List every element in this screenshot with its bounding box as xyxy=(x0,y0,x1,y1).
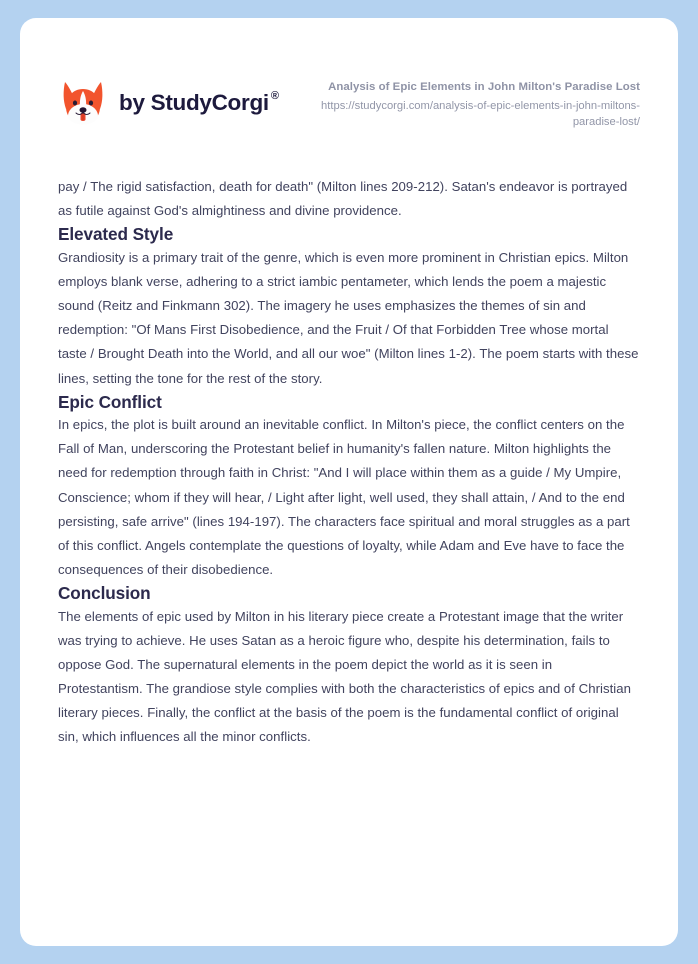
page-title: Analysis of Epic Elements in John Milton's Paradise Lost xyxy=(328,81,640,93)
section-paragraph-conclusion: The elements of epic used by Milton in his literary piece create a Protestant image that the writer was trying to achieve. He uses Satan as a heroic figure who, despite his determination, fails to oppose God. The supernatural elements in the poem depict the world as it is seen in Protestantism. The grandiose style complies with both the characteristics of epics and of Christian literary pieces. Finally, the conflict at the basis of the poem is the fundamental conflict of original sin, which influences all the minor conflicts. xyxy=(58,608,631,745)
section-heading-elevated-style: Elevated Style xyxy=(58,224,174,245)
studycorgi-brand[interactable] xyxy=(58,76,279,128)
brand-prefix: by xyxy=(119,89,151,115)
section-heading-conclusion: Conclusion xyxy=(58,583,151,604)
document-page-card xyxy=(20,18,678,946)
document-header xyxy=(20,18,678,131)
section-paragraph-epic-conflict: In epics, the plot is built around an inevitable conflict. In Milton's piece, the conflict centers on the Fall of Man, underscoring the Protestant belief in humanity's fallen nature. Milton highlights the need for redemption through faith in Christ: "And I will place within them as a guide / My Umpire, Conscience; whom if they will hear, / Light after light, well used, they shall attain, / And to the end persisting, safe arrive" (lines 194-197). The characters face spiritual and moral struggles as a part of this conflict. Angels contemplate the questions of loyalty, while Adam and Eve have to face the consequences of their disobedience. xyxy=(58,417,630,578)
registered-trademark-symbol: ® xyxy=(270,90,279,103)
section-paragraph-elevated-style: Grandiosity is a primary trait of the genre, which is even more prominent in Christian epics. Milton employs blank verse, adhering to a strict iambic pentameter, which lends the poem a majestic sound (Reitz and Finkmann 302). The imagery he uses emphasizes the themes of sin and redemption: "Of Mans First Disobedience, and the Fruit / Of that Forbidden Tree whose mortal taste / Brought Death into the World, and all our woe" (Milton lines 1-2). The poem starts with these lines, setting the tone for the rest of the story. xyxy=(58,249,639,386)
section-heading-epic-conflict: Epic Conflict xyxy=(58,391,162,412)
corgi-logo-icon xyxy=(58,78,108,128)
document-meta xyxy=(295,76,640,131)
document-body xyxy=(20,175,678,749)
brand-wordmark xyxy=(119,89,279,115)
source-url[interactable]: https://studycorgi.com/analysis-of-epic-elements-in-john-miltons-paradise-lost/ xyxy=(321,99,640,129)
brand-name: StudyCorgi xyxy=(150,89,269,115)
intro-paragraph: pay / The rigid satisfaction, death for death" (Milton lines 209-212). Satan's endeavor is portrayed as futile against God's almightiness and divine providence. xyxy=(58,179,628,219)
